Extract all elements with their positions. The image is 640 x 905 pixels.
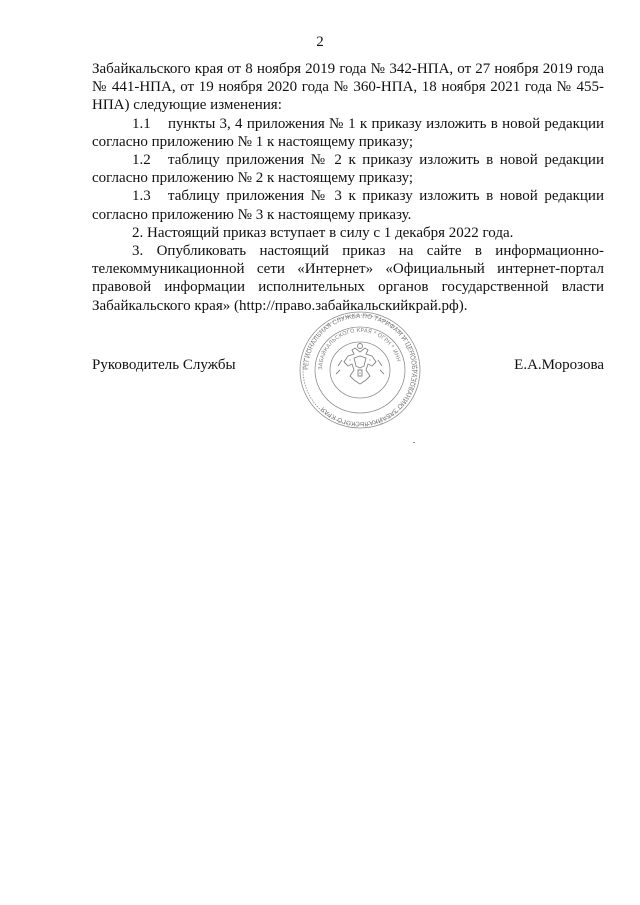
svg-text:РЕГИОНАЛЬНАЯ СЛУЖБА ПО ТАРИФАМ: РЕГИОНАЛЬНАЯ СЛУЖБА ПО ТАРИФАМ И ЦЕНООБРАЗОВАНИЮ ЗАБАЙКАЛЬСКОГО КРАЯ xyxy=(302,312,418,428)
item-text: таблицу приложения № 2 к приказу изложить в новой редакции согласно приложению № 2 к настоящему приказу; xyxy=(92,152,604,187)
signatory-name: Е.А.Морозова xyxy=(514,357,604,373)
signatory-title: Руководитель Службы xyxy=(92,357,236,373)
signature-block xyxy=(92,357,604,377)
paragraph-item-2: 2. Настоящий приказ вступает в силу с 1 декабря 2022 года. xyxy=(132,224,514,241)
item-number: 1.2 xyxy=(132,152,151,169)
scan-speck xyxy=(413,442,415,443)
item-text: таблицу приложения № 3 к приказу изложить в новой редакции согласно приложению № 3 к настоящему приказу. xyxy=(92,188,604,223)
item-number: 1.3 xyxy=(132,188,151,205)
document-body xyxy=(92,60,604,315)
item-number: 1.1 xyxy=(132,115,151,132)
paragraph-item-1-1 xyxy=(92,115,604,151)
item-text: пункты 3, 4 приложения № 1 к приказу изложить в новой редакции согласно приложению № 1 к настоящему приказу; xyxy=(92,115,604,150)
svg-text:ЗАБАЙКАЛЬСКОГО КРАЯ * ОГРН * И: ЗАБАЙКАЛЬСКОГО КРАЯ * ОГРН * ИНН xyxy=(317,327,402,371)
paragraph-item-3: 3. Опубликовать настоящий приказ на сайте в информационно-телекоммуникационной сети «Интернет» «Официальный интернет-портал правовой информации исполнительных органов государственной власти Забайкальского края» (http://право.забайкальскийкрай.рф). xyxy=(92,243,604,314)
paragraph-item-1-3 xyxy=(92,187,604,223)
paragraph-item-1-2 xyxy=(92,151,604,187)
paragraph-intro: Забайкальского края от 8 ноября 2019 года № 342-НПА, от 27 ноября 2019 года № 441-НПА, от 19 ноября 2020 года № 360-НПА, 18 ноября 2021 года № 455-НПА) следующие изменения: xyxy=(92,61,604,114)
page-number: 2 xyxy=(316,34,324,50)
